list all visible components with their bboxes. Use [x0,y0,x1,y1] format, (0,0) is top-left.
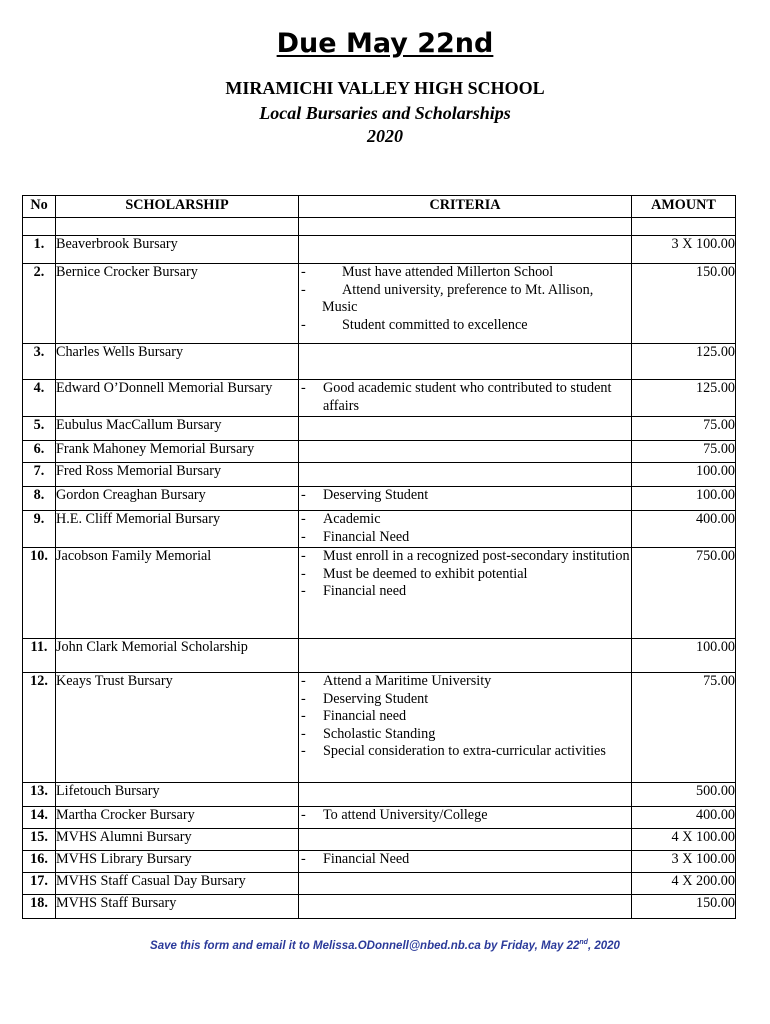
due-date-heading: Due May 22nd [276,28,494,59]
header-amount: AMOUNT [632,196,736,218]
row-number: 8. [23,487,56,511]
table-spacer-row [23,218,736,236]
scholarship-name: MVHS Staff Bursary [56,895,299,919]
row-number: 4. [23,380,56,417]
criteria-cell [299,264,632,344]
criteria-item: - Financial Need [299,529,631,547]
criteria-cell [299,783,632,807]
table-row [23,783,736,807]
criteria-cell [299,851,632,873]
row-number: 18. [23,895,56,919]
criteria-item: - Special consideration to extra-curricular activities [299,743,631,761]
criteria-item: - Must have attended Millerton School [299,264,631,282]
scholarship-table [22,195,736,919]
document-year: 2020 [367,126,403,146]
scholarship-name: Charles Wells Bursary [56,344,299,380]
scholarship-name: Lifetouch Bursary [56,783,299,807]
criteria-cell [299,487,632,511]
criteria-item: - Deserving Student [299,487,631,505]
row-number: 12. [23,673,56,783]
table-row [23,380,736,417]
amount-value: 3 X 100.00 [632,236,736,264]
criteria-cell [299,511,632,548]
row-number: 1. [23,236,56,264]
amount-value: 75.00 [632,673,736,783]
amount-value: 100.00 [632,639,736,673]
scholarship-name: Bernice Crocker Bursary [56,264,299,344]
table-row [23,639,736,673]
row-number: 9. [23,511,56,548]
table-row [23,548,736,639]
scholarship-name: MVHS Library Bursary [56,851,299,873]
document-subtitle: Local Bursaries and Scholarships [259,103,511,123]
table-row [23,873,736,895]
criteria-cell [299,639,632,673]
amount-value: 75.00 [632,417,736,441]
amount-value: 125.00 [632,380,736,417]
criteria-item: - Must be deemed to exhibit potential [299,566,631,584]
table-row [23,236,736,264]
table-row [23,441,736,463]
criteria-item: - Attend a Maritime University [299,673,631,691]
header-scholarship: SCHOLARSHIP [56,196,299,218]
amount-value: 4 X 100.00 [632,829,736,851]
criteria-item: - Financial need [299,708,631,726]
amount-value: 100.00 [632,487,736,511]
amount-value: 400.00 [632,511,736,548]
criteria-cell [299,380,632,417]
criteria-cell [299,673,632,783]
table-row [23,487,736,511]
table-row [23,264,736,344]
table-header-row [23,196,736,218]
row-number: 17. [23,873,56,895]
criteria-item: - To attend University/College [299,807,631,825]
row-number: 7. [23,463,56,487]
scholarship-name: Fred Ross Memorial Bursary [56,463,299,487]
amount-value: 150.00 [632,895,736,919]
criteria-cell [299,417,632,441]
scholarship-name: John Clark Memorial Scholarship [56,639,299,673]
scholarship-name: MVHS Staff Casual Day Bursary [56,873,299,895]
scholarship-name: MVHS Alumni Bursary [56,829,299,851]
criteria-item: - Academic [299,511,631,529]
table-row [23,511,736,548]
criteria-item: - Good academic student who contributed to student affairs [299,380,631,415]
criteria-cell [299,548,632,639]
criteria-item: - Student committed to excellence [299,317,631,335]
row-number: 6. [23,441,56,463]
amount-value: 500.00 [632,783,736,807]
scholarship-name: Martha Crocker Bursary [56,807,299,829]
scholarship-name: Edward O’Donnell Memorial Bursary [56,380,299,417]
amount-value: 100.00 [632,463,736,487]
row-number: 15. [23,829,56,851]
criteria-item: - Attend university, preference to Mt. Allison, Music [299,282,631,317]
row-number: 13. [23,783,56,807]
scholarship-name: Eubulus MacCallum Bursary [56,417,299,441]
criteria-cell [299,807,632,829]
criteria-item: - Deserving Student [299,691,631,709]
row-number: 10. [23,548,56,639]
amount-value: 125.00 [632,344,736,380]
criteria-cell [299,829,632,851]
table-row [23,807,736,829]
amount-value: 3 X 100.00 [632,851,736,873]
criteria-item: - Scholastic Standing [299,726,631,744]
table-row [23,895,736,919]
criteria-item: - Financial need [299,583,631,601]
row-number: 3. [23,344,56,380]
criteria-cell [299,873,632,895]
criteria-cell [299,236,632,264]
criteria-cell [299,441,632,463]
submission-instructions: Save this form and email it to Melissa.ODonnell@nbed.nb.ca by Friday, May 22nd, 2020 [150,939,620,952]
criteria-cell [299,895,632,919]
table-row [23,851,736,873]
row-number: 5. [23,417,56,441]
criteria-cell [299,463,632,487]
table-row [23,829,736,851]
criteria-item: - Must enroll in a recognized post-secondary institution [299,548,631,566]
scholarship-name: H.E. Cliff Memorial Bursary [56,511,299,548]
scholarship-name: Gordon Creaghan Bursary [56,487,299,511]
criteria-cell [299,344,632,380]
header-no: No [23,196,56,218]
row-number: 11. [23,639,56,673]
row-number: 16. [23,851,56,873]
scholarship-name: Jacobson Family Memorial [56,548,299,639]
amount-value: 750.00 [632,548,736,639]
header-criteria: CRITERIA [299,196,632,218]
scholarship-name: Keays Trust Bursary [56,673,299,783]
table-row [23,417,736,441]
row-number: 14. [23,807,56,829]
scholarship-name: Frank Mahoney Memorial Bursary [56,441,299,463]
school-name: MIRAMICHI VALLEY HIGH SCHOOL [225,78,545,98]
amount-value: 75.00 [632,441,736,463]
criteria-item: - Financial Need [299,851,631,869]
amount-value: 4 X 200.00 [632,873,736,895]
scholarship-name: Beaverbrook Bursary [56,236,299,264]
row-number: 2. [23,264,56,344]
table-row [23,344,736,380]
amount-value: 150.00 [632,264,736,344]
amount-value: 400.00 [632,807,736,829]
table-row [23,673,736,783]
table-row [23,463,736,487]
